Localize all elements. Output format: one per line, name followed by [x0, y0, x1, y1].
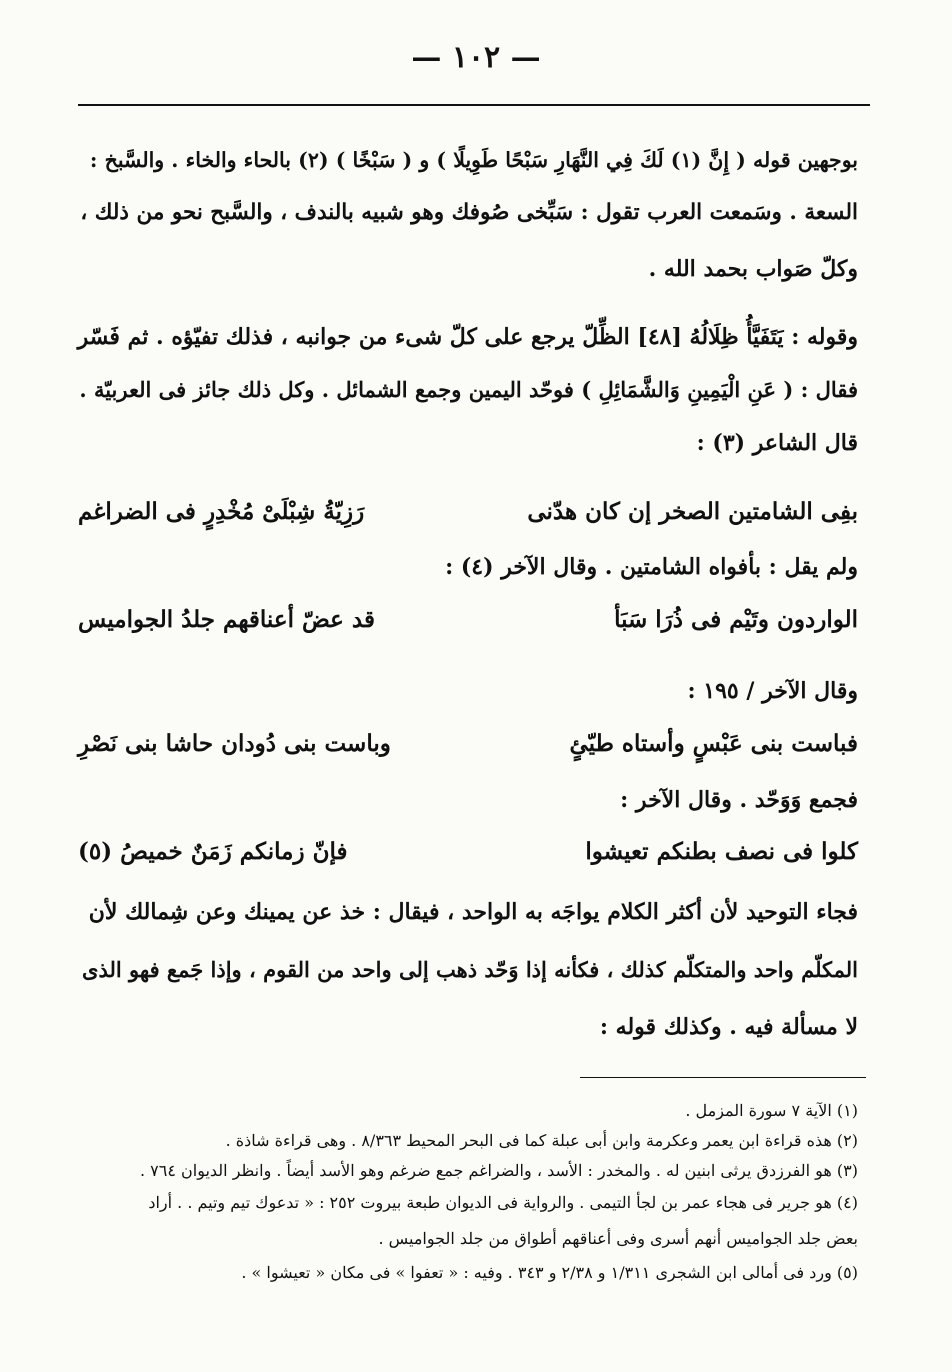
verse-hemistich-second: فإنّ زمانكم زَمَنٌ خميصُ (٥): [78, 838, 348, 865]
footnote: (٤) هو جرير فى هجاء عمر بن لجأ التيمى . والرواية فى الديوان طبعة بيروت ٢٥٢ : « تدعوك تيم وتيم . . أراد: [148, 1193, 858, 1212]
verse: [78, 606, 858, 640]
text-line: وقال الآخر / ١٩٥ :: [687, 678, 858, 704]
verse-hemistich-first: الواردون وتَيْم فى ذُرَا سَبَأ: [614, 606, 858, 633]
verse-hemistich-second: رَزِيّةُ شِبْلَىْ مُخْدِرٍ فى الضراغم: [78, 498, 365, 525]
text-line: ولم يقل : بأفواه الشامتين . وقال الآخر (٤) :: [445, 554, 858, 580]
text-line: فجاء التوحيد لأن أكثر الكلام يواجَه به الواحد ، فيقال : خذ عن يمينك وعن شِمالك لأن: [88, 899, 858, 925]
text-line: السعة . وسَمعت العرب تقول : سَبِّخى صُوفك وهو شبيه بالندف ، والسَّبح نحو من ذلك ،: [80, 200, 858, 225]
text-line: فجمع وَوَحّد . وقال الآخر :: [620, 787, 858, 813]
verse-hemistich-second: وباست بنى دُودان حاشا بنى نَصْرِ: [78, 730, 391, 757]
text-line: فقال : ( عَنِ الْيَمِينِ وَالشَّمَائِلِ ) فوحّد اليمين وجمع الشمائل . وكل ذلك جائز فى العربيّة .: [79, 377, 858, 402]
verse: [78, 730, 858, 764]
verse-hemistich-first: كلوا فى نصف بطنكم تعيشوا: [585, 838, 858, 865]
verse: [78, 838, 858, 872]
text-line: بوجهين قوله ( إِنَّ (١) لَكَ فِي النَّهَارِ سَبْحًا طَوِيلًا ) و ( سَبْخًا ) (٢) بالحاء والخاء . والسَّبخ :: [89, 148, 858, 172]
verse-hemistich-first: فباست بنى عَبْسٍ وأستاه طيّئٍ: [569, 730, 858, 757]
footnote: (١) الآية ٧ سورة المزمل .: [685, 1101, 858, 1120]
text-line: وكلّ صَواب بحمد الله .: [648, 256, 858, 282]
verse: [78, 498, 858, 532]
verse-hemistich-first: بفِى الشامتين الصخر إن كان هدّنى: [527, 498, 858, 525]
text-line: وقوله : يَتَفَيَّأُ ظِلَالُهُ [٤٨] الظِّلّ يرجع على كلّ شىء من جوانبه ، فذلك تفيّؤه . ثم فَسّر: [77, 324, 858, 350]
text-line: قال الشاعر (٣) :: [696, 430, 858, 456]
footnote: (٢) هذه قراءة ابن يعمر وعكرمة وابن أبى عبلة كما فى البحر المحيط ٨/٣٦٣ . وهى قراءة شاذة .: [225, 1131, 858, 1150]
text-line: المكلّم واحد والمتكلّم كذلك ، فكأنه إذا وَحّد ذهب إلى واحد من القوم ، وإذا جَمع فهو الذى: [82, 957, 858, 982]
text-line: لا مسألة فيه . وكذلك قوله :: [599, 1014, 858, 1040]
footnote: بعض جلد الجواميس أنهم أسرى وفى أعناقهم أطواق من جلد الجواميس .: [378, 1229, 858, 1248]
page-number: — ١٠٢ —: [411, 40, 541, 75]
footnote: (٣) هو الفرزدق يرثى ابنين له . والمخدر : الأسد ، والضراغم جمع ضرغم وهو الأسد أيضاً . وانظر الديوان ٧٦٤ .: [139, 1161, 858, 1180]
verse-hemistich-second: قد عضّ أعناقهم جلدُ الجواميس: [78, 606, 375, 633]
footnote: (٥) ورد فى أمالى ابن الشجرى ١/٣١١ و ٢/٣٨ و ٣٤٣ . وفيه : « تعفوا » فى مكان « تعيشوا » .: [241, 1263, 858, 1282]
footnote-rule: [580, 1077, 866, 1078]
header-rule: [78, 104, 870, 106]
